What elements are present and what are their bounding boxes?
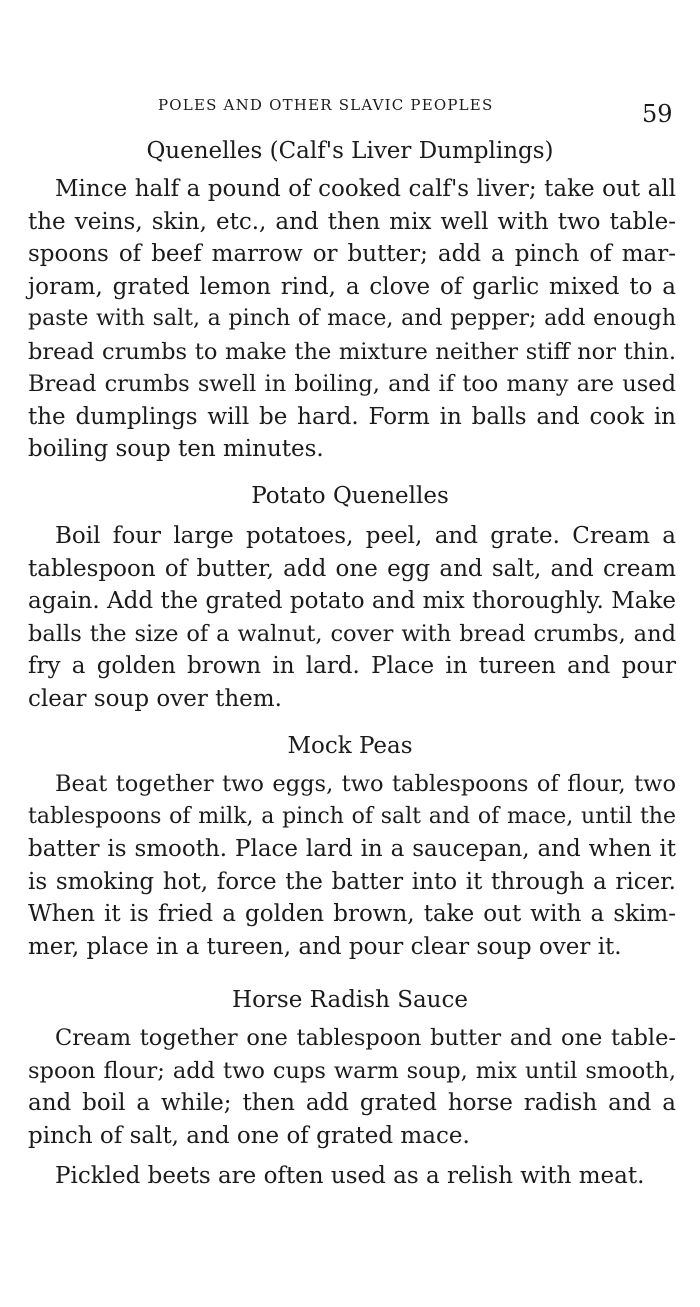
text-line: the veins, skin, etc., and then mix well with two table- [28,208,676,235]
section-heading: Quenelles (Calf's Liver Dumplings) [146,138,554,164]
text-line: bread crumbs to make the mixture neither stiff nor thin. [28,338,676,365]
section-paragraph [28,768,676,963]
text-line: the dumplings will be hard. Form in balls and cook in [28,403,676,430]
text-line: When it is fried a golden brown, take out with a skim- [28,901,676,927]
section-paragraph [28,173,676,466]
text-line: paste with salt, a pinch of mace, and pepper; add enough [28,306,676,331]
text-line: Beat together two eggs, two tablespoons of flour, two [55,771,676,797]
section-heading: Mock Peas [287,733,413,759]
text-line: is smoking hot, force the batter into it through a ricer. [28,868,676,895]
section-heading: Horse Radish Sauce [232,987,468,1013]
text-line: Boil four large potatoes, peel, and grate. Cream a [55,523,676,549]
text-line: spoons of beef marrow or butter; add a pinch of mar- [28,241,676,267]
running-head: POLES AND OTHER SLAVIC PEOPLES [158,96,494,114]
text-line: boiling soup ten minutes. [28,436,324,462]
section-heading: Potato Quenelles [251,483,449,509]
text-line: clear soup over them. [28,685,282,712]
text-line: mer, place in a tureen, and pour clear soup over it. [28,933,622,960]
text-line: and boil a while; then add grated horse radish and a [28,1090,676,1116]
text-line: pinch of salt, and one of grated mace. [28,1122,470,1149]
section-paragraph [28,1022,676,1152]
closing-paragraph [28,1160,676,1193]
text-line: Cream together one tablespoon butter and one table- [55,1025,676,1051]
text-line: Mince half a pound of cooked calf's liver; take out all [55,176,676,202]
text-line: again. Add the grated potato and mix thoroughly. Make [28,588,676,614]
text-line: tablespoons of milk, a pinch of salt and of mace, until the [28,803,676,829]
text-line: fry a golden brown in lard. Place in tureen and pour [28,653,676,679]
text-line: batter is smooth. Place lard in a saucepan, and when it [28,836,676,862]
text-line: spoon flour; add two cups warm soup, mix until smooth, [28,1057,676,1084]
text-line: Bread crumbs swell in boiling, and if too many are used [28,371,676,397]
page-number: 59 [642,100,673,128]
text-line: joram, grated lemon rind, a clove of garlic mixed to a [28,273,676,300]
text-line: tablespoon of butter, add one egg and salt, and cream [28,555,676,582]
text-line: balls the size of a walnut, cover with bread crumbs, and [28,620,676,647]
text-line: Pickled beets are often used as a relish with meat. [55,1163,645,1189]
section-paragraph [28,520,676,715]
